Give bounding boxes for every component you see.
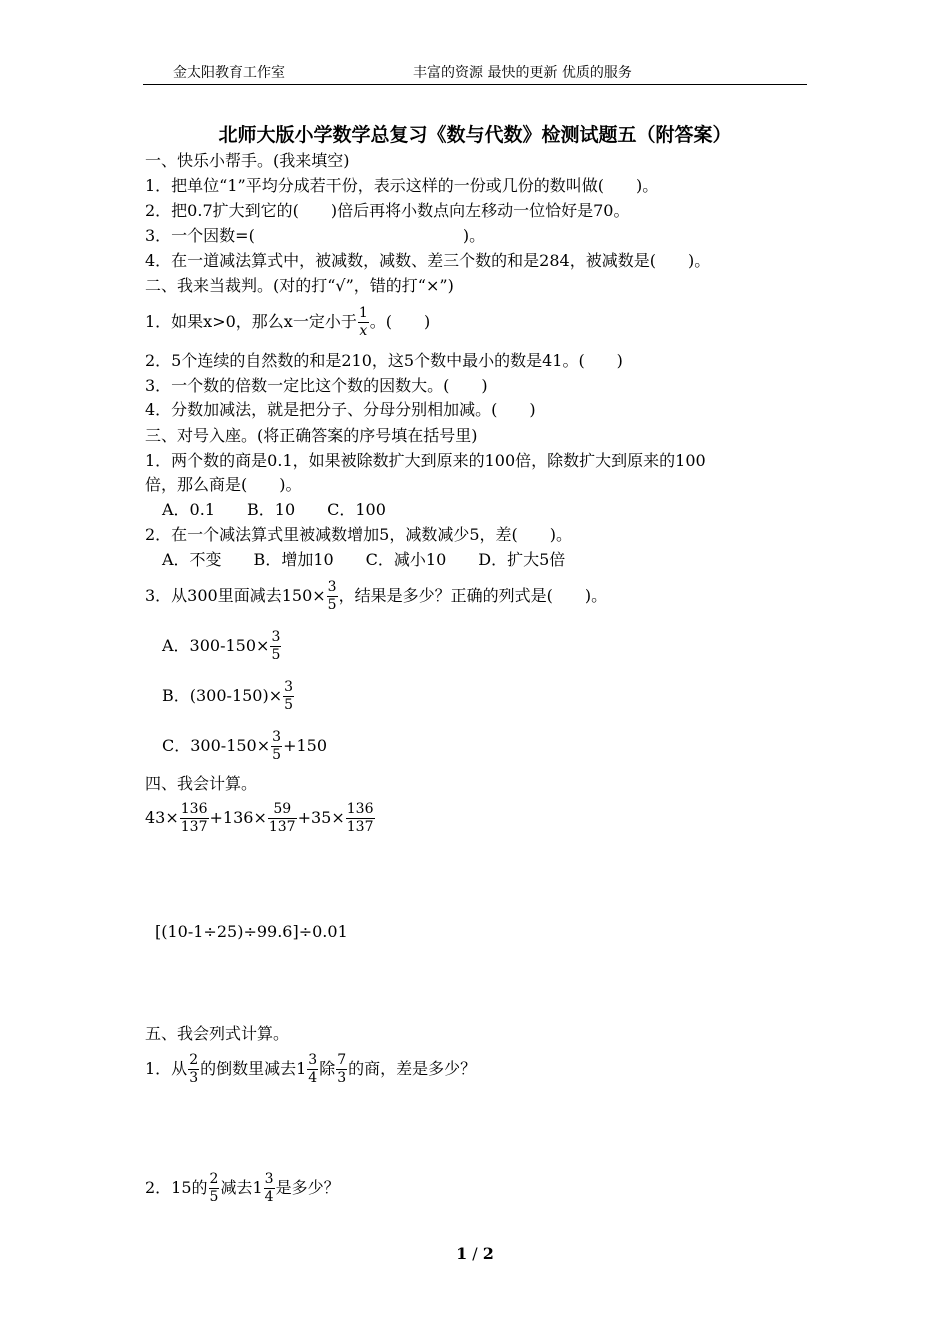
s4-expression-2: [(10-1÷25)÷99.6]÷0.01 xyxy=(155,922,348,941)
s4-expression-1: 43× $\frac{136}{137}$ +136× $\frac{59}{137}$ +35× $\frac{136}{137}$ xyxy=(145,801,374,835)
s5-question-1: 1．从 $\frac{2}{3}$ 的倒数里减去1 $\frac{3}{4}$ 除 $\frac{7}{3}$ 的商，差是多少？ xyxy=(145,1052,477,1086)
page-title: 北师大版小学数学总复习《数与代数》检测试题五（附答案） xyxy=(218,124,732,146)
header-divider xyxy=(143,84,807,85)
section-3-heading: 三、对号入座。(将正确答案的序号填在括号里) xyxy=(145,426,478,445)
header-right: 丰富的资源 最快的更新 优质的服务 xyxy=(413,65,632,81)
s1-question-1: 1．把单位“1”平均分成若干份，表示这样的一份或几份的数叫做( )。 xyxy=(145,176,659,195)
fraction: $\frac{2}{5}$ xyxy=(209,1171,219,1205)
s3-question-2-options: A．不变 B．增加10 C．减小10 D．扩大5倍 xyxy=(162,550,566,569)
s2-question-4: 4．分数加减法，就是把分子、分母分别相加减。( ) xyxy=(145,400,536,419)
fraction: $\frac{3}{5}$ xyxy=(271,629,281,663)
s2-question-2: 2．5个连续的自然数的和是210，这5个数中最小的数是41。( ) xyxy=(145,351,623,370)
fraction: $\frac{3}{5}$ xyxy=(284,679,294,713)
section-2-heading: 二、我来当裁判。(对的打“√”，错的打“×”) xyxy=(145,276,454,295)
section-1-heading: 一、快乐小帮手。(我来填空) xyxy=(145,151,350,170)
s1-question-3: 3．一个因数=( )。 xyxy=(145,226,486,245)
s5-question-2: 2．15的 $\frac{2}{5}$ 减去1 $\frac{3}{4}$ 是多少？ xyxy=(145,1171,340,1205)
s3-question-1-options: A．0.1 B．10 C．100 xyxy=(162,500,386,519)
s2-question-3: 3．一个数的倍数一定比这个数的因数大。( ) xyxy=(145,376,488,395)
s3-q3-option-b: B．(300-150)× $\frac{3}{5}$ xyxy=(162,679,294,713)
page-number: 1 / 2 xyxy=(456,1244,494,1263)
fraction: $\frac{3}{5}$ xyxy=(272,729,282,763)
s3-question-2: 2．在一个减法算式里被减数增加5，减数减少5，差( )。 xyxy=(145,525,573,544)
fraction: $\frac{59}{137}$ xyxy=(268,801,296,835)
fraction: $\frac{136}{137}$ xyxy=(346,801,374,835)
s2-question-1 xyxy=(145,306,430,339)
s3-question-1-line2: 倍，那么商是( )。 xyxy=(145,475,302,494)
fraction: $\frac{3}{4}$ xyxy=(308,1052,318,1086)
s3-question-1-line1: 1．两个数的商是0.1，如果被除数扩大到原来的100倍，除数扩大到原来的100 xyxy=(145,451,706,470)
s3-question-3: 3．从300里面减去150× $\frac{3}{5}$ ，结果是多少？正确的列式是( )。 xyxy=(145,579,608,613)
fraction: $\frac{2}{3}$ xyxy=(189,1052,199,1086)
total-pages: 2 xyxy=(482,1244,494,1263)
s2-q1-text: 1．如果x>0，那么x一定小于 xyxy=(145,312,357,331)
fraction: $\frac{7}{3}$ xyxy=(337,1052,347,1086)
s3-q3-option-a: A．300-150× $\frac{3}{5}$ xyxy=(162,629,281,663)
fraction: $\frac{3}{4}$ xyxy=(264,1171,274,1205)
section-4-heading: 四、我会计算。 xyxy=(145,774,258,793)
s1-question-2: 2．把0.7扩大到它的( )倍后再将小数点向左移动一位恰好是70。 xyxy=(145,201,630,220)
fraction: $\frac{3}{5}$ xyxy=(327,579,337,613)
section-5-heading: 五、我会列式计算。 xyxy=(145,1024,290,1043)
current-page: 1 xyxy=(456,1244,468,1263)
s2-q1-tail: 。( ) xyxy=(369,312,431,331)
fraction: $\frac{136}{137}$ xyxy=(180,801,208,835)
s3-q3-option-c: C．300-150× $\frac{3}{5}$ +150 xyxy=(162,729,328,763)
s1-question-4: 4．在一道减法算式中，被减数，减数、差三个数的和是284，被减数是( )。 xyxy=(145,251,711,270)
header-left: 金太阳教育工作室 xyxy=(173,65,285,81)
fraction: $\frac{1}{x}$ xyxy=(358,305,368,339)
